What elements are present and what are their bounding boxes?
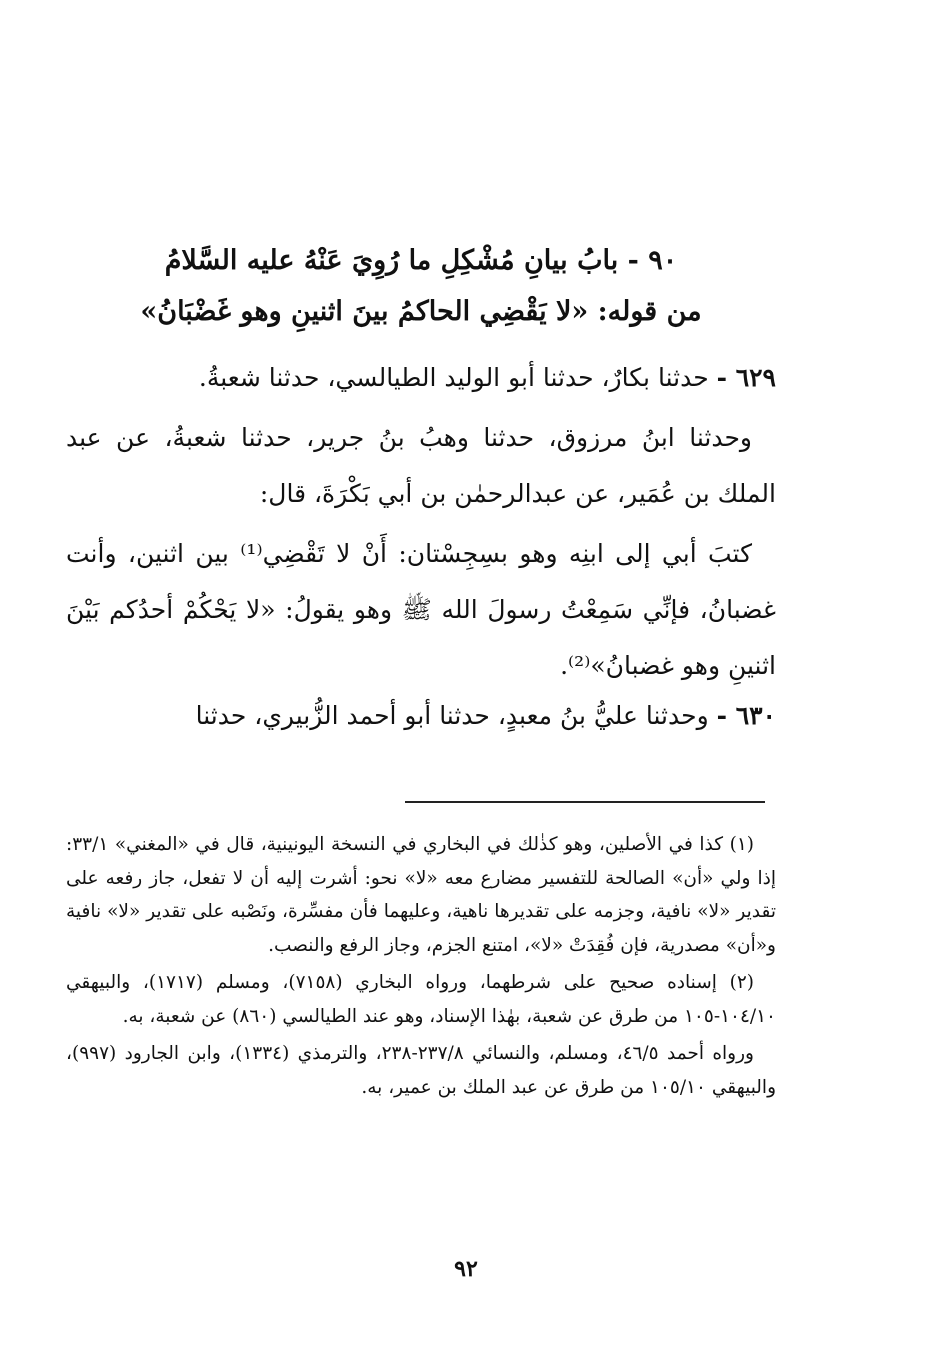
chapter-subtitle: من قوله: «لا يَقْضِي الحاكمُ بينَ اثنينِ وهو غَضْبَانُ»	[140, 296, 702, 327]
footnotes	[66, 828, 776, 1104]
hadith-629-chain-1: حدثنا بكارٌ، حدثنا أبو الوليد الطيالسي، حدثنا شعبةُ.	[198, 363, 709, 392]
hadith-630-text: وحدثنا عليُّ بنُ معبدٍ، حدثنا أبو أحمد الزُّبيري، حدثنا	[195, 701, 709, 730]
hadith-629-matn: كتبَ أبي إلى ابنِه وهو بسِجِسْتان: أَنْ لا تَقْضِي⁽¹⁾ بين اثنين، وأنت غضبانُ، فإنِّي سَمِعْتُ رسولَ الله ﷺ وهو يقولُ: «لا يَحْكُمْ أحدُكم بَيْنَ اثنينِ وهو غضبانُ»⁽²⁾.	[66, 539, 776, 680]
hadith-629-chain-2: وحدثنا ابنُ مرزوق، حدثنا وهبُ بنُ جرير، حدثنا شعبةُ، عن عبد الملك بن عُمَير، عن عبدالرحمٰن بن أبي بَكْرَةَ، قال:	[66, 423, 776, 508]
hadith-630-line	[66, 688, 776, 744]
page-number: ٩٢	[454, 1256, 478, 1282]
hadith-630	[66, 688, 776, 744]
footnote-2-continued: ورواه أحمد ٤٦/٥، ومسلم، والنسائي ٢٣٧/٨-٢٣٨، والترمذي (١٣٣٤)، وابن الجارود (٩٩٧)، والبيهقي ١٠٥/١٠ من طرق عن عبد الملك بن عمير، به.	[66, 1043, 776, 1098]
footnote-2: (٢) إسناده صحيح على شرطهما، ورواه البخاري (٧١٥٨)، ومسلم (١٧١٧)، والبيهقي ١٠٤/١٠-١٠٥ من طرق عن شعبة، بهٰذا الإسناد، وهو عند الطيالسي (٨٦٠) عن شعبة، به.	[66, 972, 776, 1027]
chapter-title: ٩٠ - بابُ بيانِ مُشْكِلِ ما رُوِيَ عَنْهُ عليه السَّلامُ	[164, 245, 678, 276]
hadith-629	[66, 350, 776, 694]
hadith-number: ٦٢٩ -	[716, 363, 776, 392]
hadith-629-first-line	[66, 350, 776, 406]
chapter-heading	[66, 238, 776, 338]
footnote-1: (١) كذا في الأصلين، وهو كذٰلك في البخاري في النسخة اليونينية، قال في «المغني» ٣٣/١: إذا ولي «أن» الصالحة للتفسير مضارع معه «لا» نحو: أشرت إليه أن لا تفعل، جاز رفعه على تقدير «لا» نافية، وجزمه على تقديرها ناهية، وعليهما فأن مفسِّرة، ونَصْبه على تقدير «لا» نافية و«أن» مصدرية، فإن فُقِدَتْ «لا»، امتنع الجزم، وجاز الرفع والنصب.	[66, 834, 776, 956]
footnote-separator	[405, 801, 765, 803]
hadith-number: ٦٣٠ -	[716, 701, 776, 730]
